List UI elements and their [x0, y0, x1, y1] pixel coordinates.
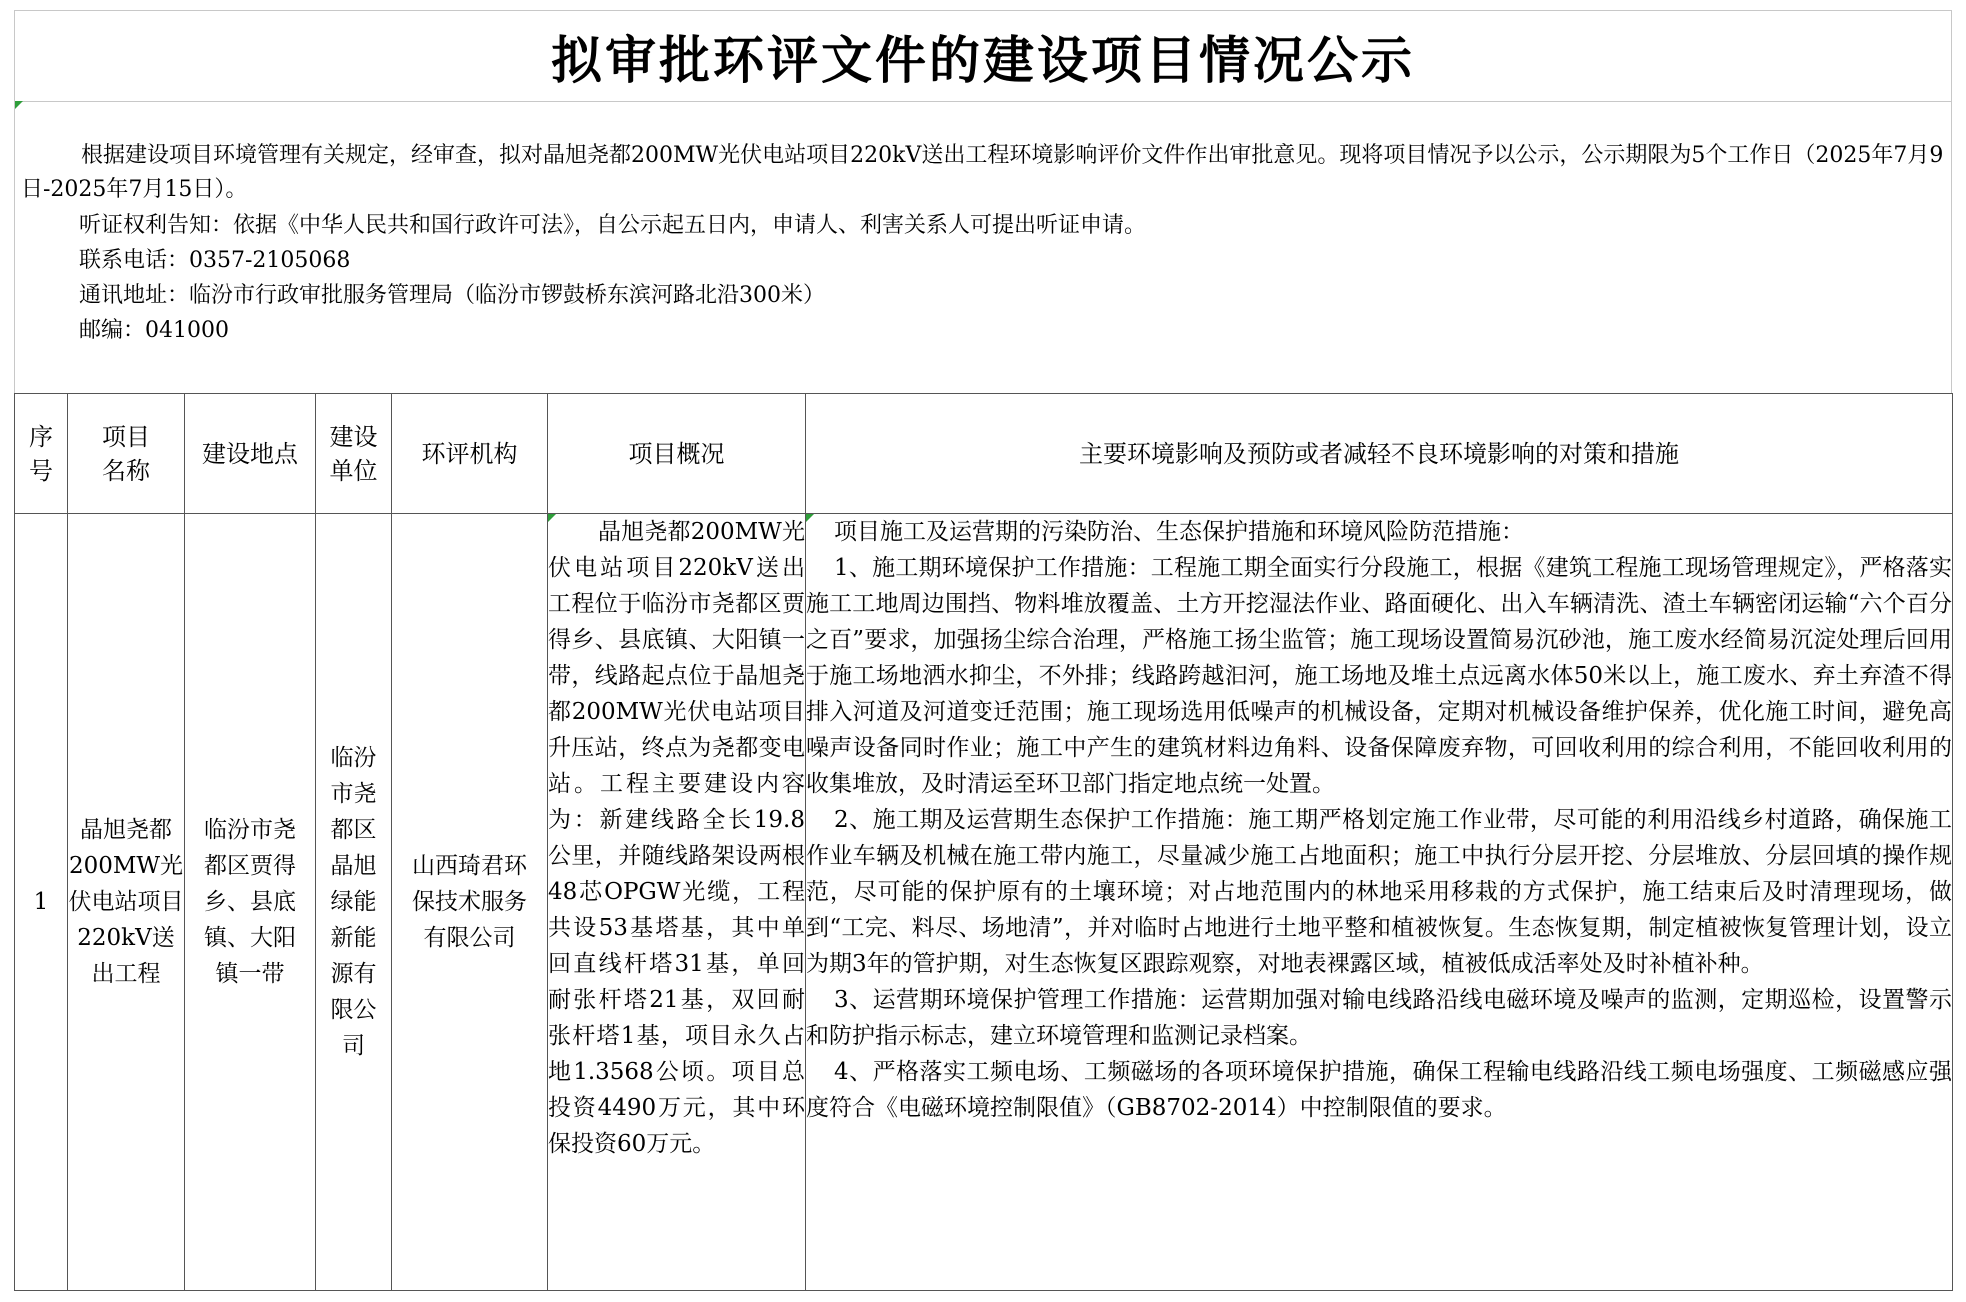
header-seq: 序号	[15, 394, 68, 514]
measures-item: 4、严格落实工频电场、工频磁场的各项环境保护措施，确保工程输电线路沿线工频电场强度、工频磁感应强度符合《电磁环境控制限值》（GB8702-2014）中控制限值的要求。	[806, 1059, 1952, 1121]
header-measures: 主要环境影响及预防或者减轻不良环境影响的对策和措施	[806, 394, 1953, 514]
cell-name: 晶旭尧都200MW光伏电站项目220kV送出工程	[68, 514, 185, 1291]
notice-address: 通讯地址：临汾市行政审批服务管理局（临汾市锣鼓桥东滨河路北沿300米）	[79, 283, 825, 308]
header-agency: 环评机构	[392, 394, 548, 514]
notice-phone: 联系电话：0357-2105068	[79, 248, 351, 273]
measures-item: 项目施工及运营期的污染防治、生态保护措施和环境风险防范措施：	[834, 519, 1524, 545]
header-name: 项目名称	[68, 394, 185, 514]
header-unit: 建设单位	[316, 394, 392, 514]
measures-item: 2、施工期及运营期生态保护工作措施：施工期严格划定施工作业带，尽可能的利用沿线乡村道路，确保施工作业车辆及机械在施工带内施工，尽量减少施工占地面积；施工中执行分层开挖、分层堆放、分层回填的操作规范，尽可能的保护原有的土壤环境；对占地范围内的林地采用移栽的方式保护，施工结束后及时清理现场，做到“工完、料尽、场地清”，并对临时占地进行土地平整和植被恢复。生态恢复期，制定植被恢复管理计划，设立为期3年的管护期，对生态恢复区跟踪观察，对地表裸露区域，植被低成活率处及时补植补种。	[806, 807, 1952, 977]
cell-comment-marker-icon	[548, 514, 556, 522]
header-overview: 项目概况	[548, 394, 806, 514]
header-location: 建设地点	[185, 394, 316, 514]
notice-sheet	[14, 10, 1952, 1284]
cell-location: 临汾市尧都区贾得乡、县底镇、大阳镇一带	[185, 514, 316, 1291]
table-header-row	[15, 394, 1953, 514]
cell-unit: 临汾市尧都区晶旭绿能新能源有限公司	[316, 514, 392, 1291]
cell-agency: 山西琦君环保技术服务有限公司	[392, 514, 548, 1291]
notice-hearing: 听证权利告知：依据《中华人民共和国行政许可法》，自公示起五日内，申请人、利害关系人可提出听证申请。	[79, 213, 1147, 238]
measures-item: 3、运营期环境保护管理工作措施：运营期加强对输电线路沿线电磁环境及噪声的监测，定期巡检，设置警示和防护指示标志，建立环境管理和监测记录档案。	[806, 987, 1952, 1049]
notice-block	[14, 101, 1952, 393]
notice-postcode: 邮编：041000	[79, 318, 229, 343]
title-box	[14, 10, 1952, 102]
notice-intro: 根据建设项目环境管理有关规定，经审查，拟对晶旭尧都200MW光伏电站项目220kV送出工程环境影响评价文件作出审批意见。现将项目情况予以公示，公示期限为5个工作日（2025年7月9日-2025年7月15日）。	[21, 143, 1944, 202]
cell-measures	[806, 514, 1953, 1291]
measures-item: 1、施工期环境保护工作措施：工程施工期全面实行分段施工，根据《建筑工程施工现场管理规定》，严格落实施工工地周边围挡、物料堆放覆盖、土方开挖湿法作业、路面硬化、出入车辆清洗、渣土车辆密闭运输“六个百分之百”要求，加强扬尘综合治理，严格施工扬尘监管；施工现场设置简易沉砂池，施工废水经简易沉淀处理后回用于施工场地洒水抑尘，不外排；线路跨越汩河，施工场地及堆土点远离水体50米以上，施工废水、弃土弃渣不得排入河道及河道变迁范围；施工现场选用低噪声的机械设备，定期对机械设备维护保养，优化施工时间，避免高噪声设备同时作业；施工中产生的建筑材料边角料、设备保障废弃物，可回收利用的综合利用，不能回收利用的收集堆放，及时清运至环卫部门指定地点统一处置。	[806, 555, 1952, 797]
cell-seq: 1	[15, 514, 68, 1291]
overview-text: 晶旭尧都200MW光伏电站项目220kV送出工程位于临汾市尧都区贾得乡、县底镇、大阳镇一带，线路起点位于晶旭尧都200MW光伏电站项目升压站，终点为尧都变电站。工程主要建设内容为：新建线路全长19.8公里，并随线路架设两根48芯OPGW光缆，工程共设53基塔基，其中单回直线杆塔31基，单回耐张杆塔21基，双回耐张杆塔1基，项目永久占地1.3568公顷。项目总投资4490万元，其中环保投资60万元。	[548, 519, 805, 1157]
page-title: 拟审批环评文件的建设项目情况公示	[550, 31, 1415, 91]
table-row	[15, 514, 1953, 1291]
project-table	[14, 393, 1953, 1291]
cell-overview	[548, 514, 806, 1291]
cell-comment-marker-icon	[15, 101, 23, 109]
cell-comment-marker-icon	[806, 514, 814, 522]
